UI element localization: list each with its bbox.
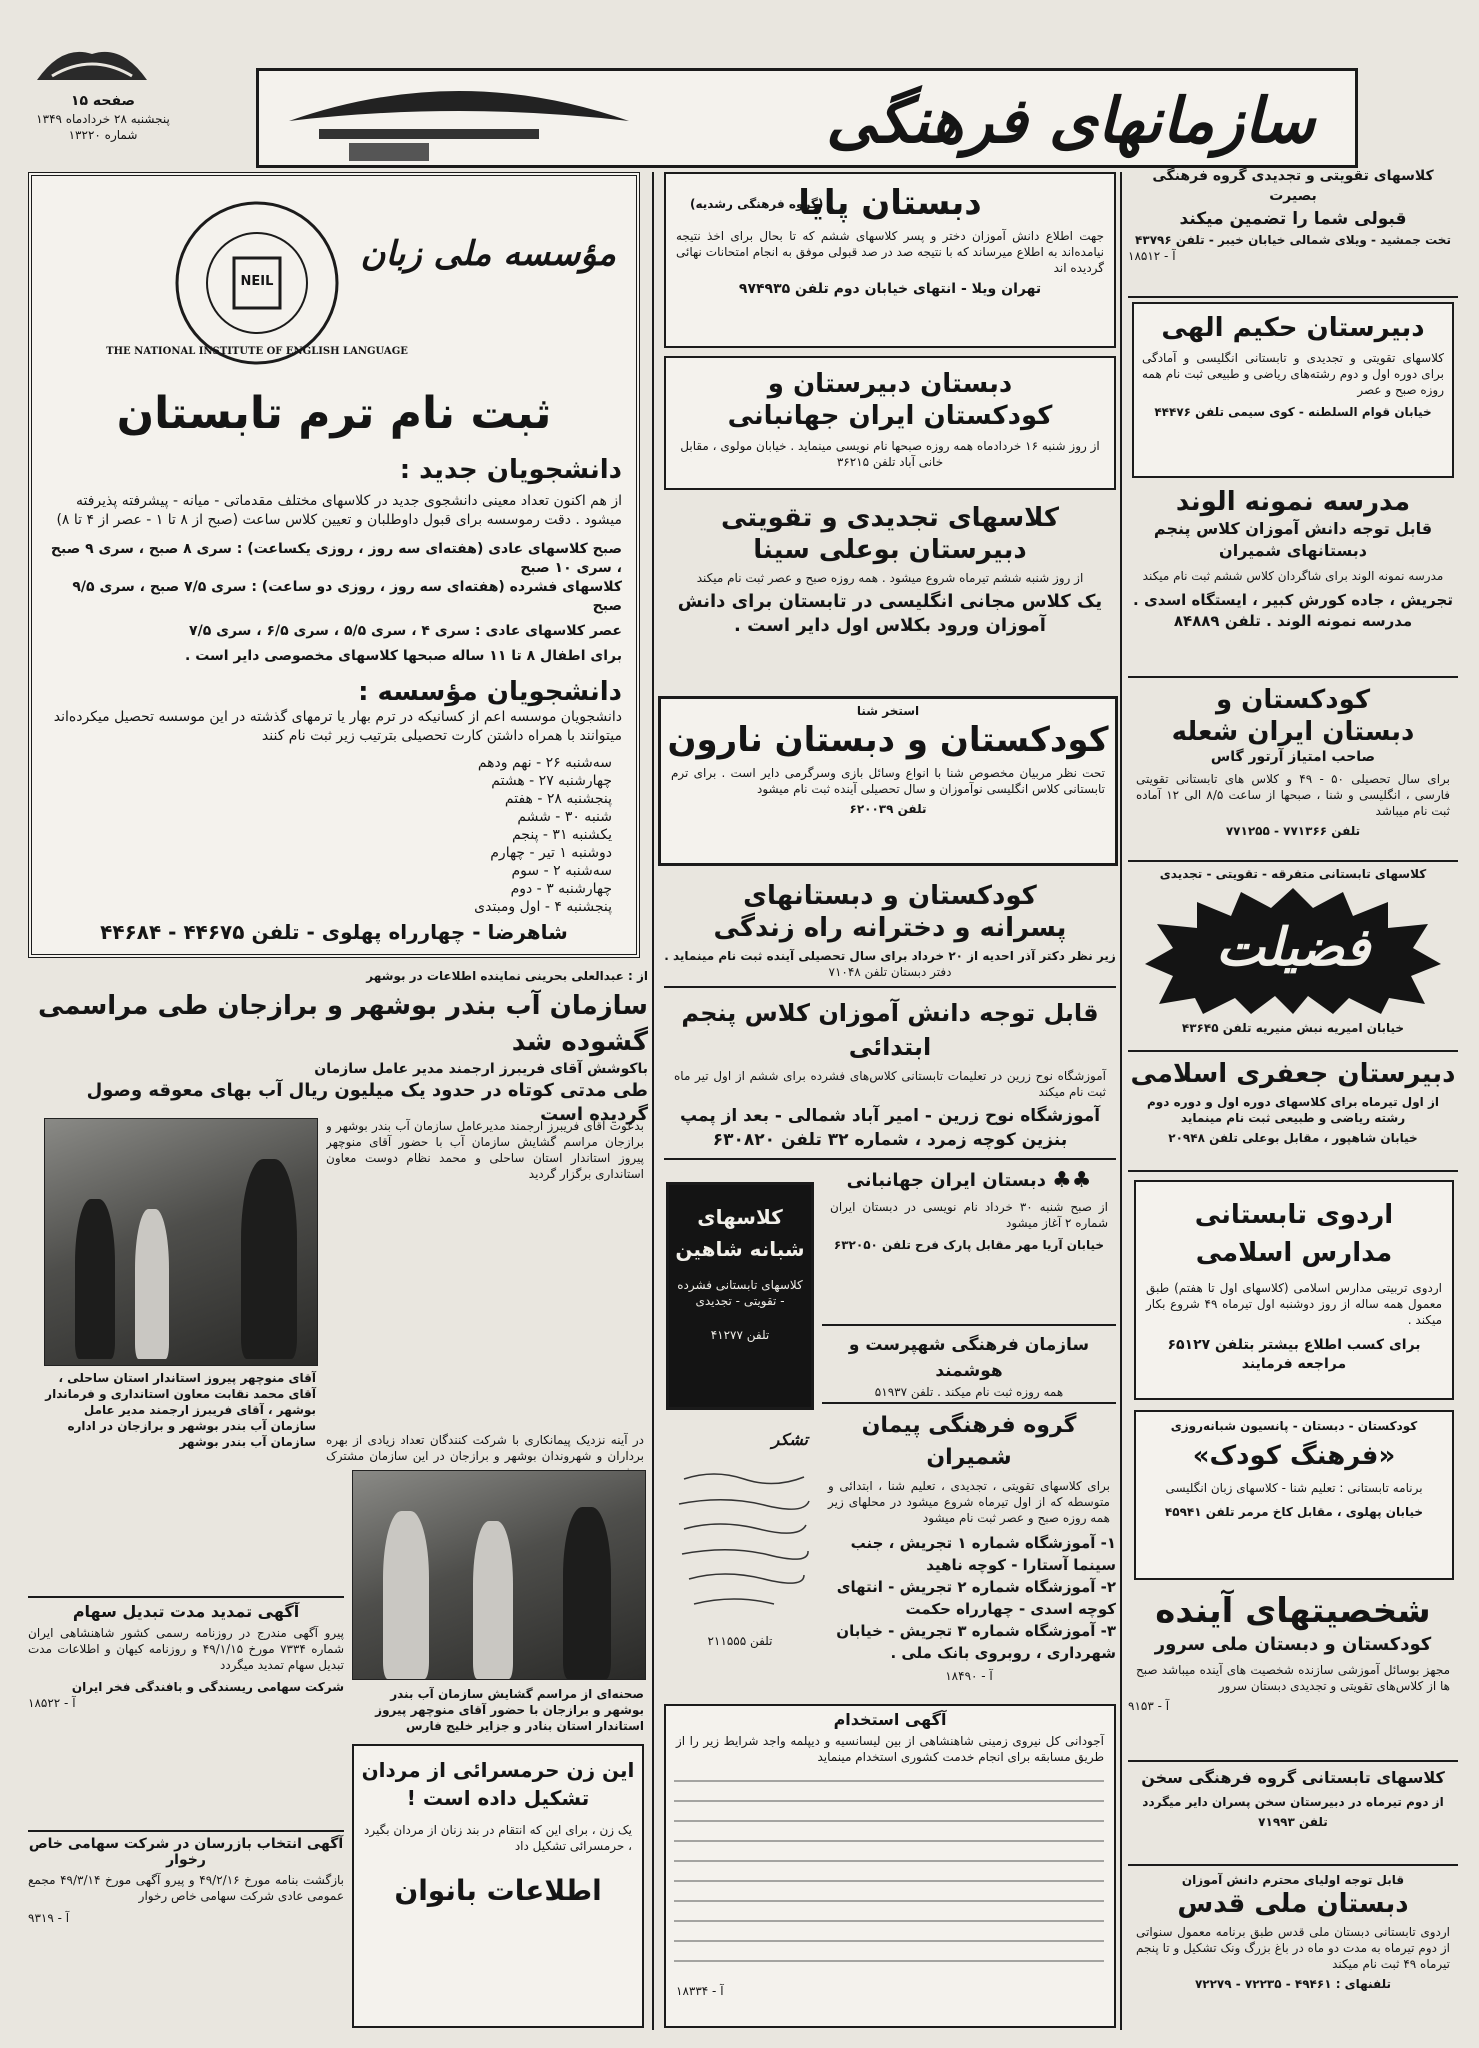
institute-students-text: دانشجویان موسسه اعم از کسانیکه در ترم بهار یا ترمهای گذشته در این موسسه تحصیل میکرده‌اند میتوانند با همراه داشتن کارت تحصیلی بترتیب زیر ثبت نام کنند bbox=[53, 709, 622, 744]
peyman-item: ۱- آموزشگاه شماره ۱ تجریش ، جنب سینما آستارا - کوچه ناهید bbox=[850, 1534, 1116, 1574]
children-classes: برای اطفال ۸ تا ۱۱ ساله صبحها کلاسهای مخصوصی دایر است . bbox=[185, 648, 622, 664]
news-body: بدعوت آقای فریبرز ارجمند مدیرعامل سازمان آب بندر بوشهر و برازجان مراسم گشایش سازمان آب با حضور آقای منوچهر پیروز استاندار استان ساحلی و محمد نظام دوست معاون استانداری برگزار گردید bbox=[326, 1119, 644, 1181]
iran-jahanbani-2-ad: ♣♣ دبستان ایران جهانبانی از صبح شنبه ۳۰ خرداد نام نویسی در دبستان ایران شماره ۲ آغاز میشود خیابان آریا مهر مقابل پارک فرح تلفن ۶۳۲۰۵۰ bbox=[822, 1160, 1116, 1326]
fifth-grade-ad: قابل توجه دانش آموزان کلاس پنجم ابتدائی آموزشگاه نوح زرین در تعلیمات تابستانی کلاس‌های فشرده برای ششم از اول تیر ماه ثبت نام میکند آموزشگاه نوح زرین - امیر آباد شمالی - بعد از پمپ بنزین کوچه زمرد ، شماره ۳۲ تلفن ۶۳۰۸۲۰ bbox=[664, 996, 1116, 1160]
urdu-phone: برای کسب اطلاع بیشتر بتلفن ۶۵۱۲۷ مراجعه فرمایند bbox=[1167, 1337, 1421, 1372]
section-title: سازمانهای فرهنگی bbox=[826, 84, 1315, 157]
kudak-tag: کودکستان - دبستان - پانسیون شبانه‌روزی bbox=[1170, 1419, 1418, 1433]
children-icon: ♣♣ bbox=[1052, 1168, 1092, 1193]
paya-title: دبستان پایا bbox=[798, 183, 982, 223]
evening-classes: عصر کلاسهای عادی : سری ۴ ، سری ۵/۵ ، سری ۶/۵ ، سری ۷/۵ bbox=[189, 623, 622, 639]
person-figure bbox=[75, 1199, 115, 1359]
news-photo-1 bbox=[44, 1118, 318, 1366]
fifth-grade-address: آموزشگاه نوح زرین - امیر آباد شمالی - بعد از پمپ بنزین کوچه زمرد ، شماره ۳۲ تلفن ۶۳۰۸۲۰ bbox=[679, 1106, 1101, 1150]
iran-jahanbani-2-address: خیابان آریا مهر مقابل پارک فرح تلفن ۶۳۲۰۵۰ bbox=[833, 1238, 1105, 1252]
future-code: آ - ۹۱۵۳ bbox=[1128, 1699, 1170, 1713]
shahin-phone: تلفن ۴۱۲۷۷ bbox=[710, 1328, 770, 1342]
schedule-row: چهارشنبه ۳ - دوم bbox=[510, 881, 612, 897]
schedule-row: سه‌شنبه ۲ - سوم bbox=[511, 863, 612, 879]
share-title: آگهی تمدید مدت تبدیل سهام bbox=[72, 1602, 300, 1621]
fazilat-starburst bbox=[1143, 886, 1443, 1016]
institute-title: ثبت نام ترم تابستان bbox=[116, 388, 552, 439]
basirat-title: کلاسهای تقویتی و تجدیدی گروه فرهنگی بصیرت bbox=[1152, 168, 1434, 204]
column-rule bbox=[1120, 172, 1122, 2030]
basirat-subtitle: قبولی شما را تضمین میکند bbox=[1179, 209, 1407, 229]
iran-jahanbani-title: دبستان دبیرستان و کودکستان ایران جهانبانی bbox=[727, 369, 1053, 431]
news-subhead-1: باکوشش آقای فریبرز ارجمند مدیر عامل سازمان bbox=[314, 1061, 648, 1077]
news-headline: سازمان آب بندر بوشهر و برازجان طی مراسمی گشوده شد bbox=[37, 991, 648, 1057]
iran-shoaleh-subtitle: صاحب امتیاز آرتور گاس bbox=[1210, 749, 1376, 765]
employment-title: آگهی استخدام bbox=[833, 1710, 947, 1729]
iran-jahanbani-ad: دبستان دبیرستان و کودکستان ایران جهانبانی از روز شنبه ۱۶ خردادماه همه روزه صبحها نام نویسی مینماید . خیابان مولوی ، مقابل خانی آباد تلفن ۳۶۲۱۵ bbox=[664, 356, 1116, 490]
institute-ad bbox=[28, 172, 640, 958]
shahin-title: کلاسهای شبانه شاهین bbox=[675, 1205, 805, 1261]
handwriting-icon bbox=[674, 1459, 814, 1629]
person-figure bbox=[563, 1507, 611, 1679]
qods-ad: قابل توجه اولیای محترم دانش آموزان دبستان ملی قدس اردوی تابستانی دبستان ملی قدس طبق برنامه معمول سنواتی از دوم تیرماه به مدت دو ماه در باغ بزرگ ونک تشکیل و تا پنجم تیرماه ۴۹ ثبت نام میکند تلفنهای : ۴۹۴۶۱ - ۷۲۲۳۵ - ۷۲۲۷۹ bbox=[1128, 1872, 1458, 2028]
future-subtitle: کودکستان و دبستان ملی سرور bbox=[1154, 1634, 1432, 1655]
kudak-ad: کودکستان - دبستان - پانسیون شبانه‌روزی «فرهنگ کودک» برنامه تابستانی : تعلیم شنا - کلاسهای زبان انگلیسی خیابان پهلوی ، مقابل کاخ مرمر تلفن ۴۵۹۴۱ bbox=[1134, 1410, 1454, 1580]
schedule-row: پنجشنبه ۲۸ - هفتم bbox=[504, 791, 612, 807]
urdu-title: اردوی تابستانی مدارس اسلامی bbox=[1194, 1200, 1394, 1268]
sokhan-title: کلاسهای تابستانی گروه فرهنگی سخن bbox=[1141, 1768, 1445, 1787]
peyman-code: آ - ۱۸۴۹۰ bbox=[945, 1669, 993, 1683]
person-figure bbox=[241, 1159, 297, 1359]
schedule-row: پنجشنبه ۴ - اول ومبتدی bbox=[474, 899, 612, 915]
employment-ad: آگهی استخدام آجودانی کل نیروی زمینی شاهنشاهی از بین لیسانسیه و دیپلمه واجد شرایط زیر را از طریق مسابقه برای انجام خدمت کشوری استخدام مینماید آ - ۱۸۳۳۴ bbox=[664, 1704, 1116, 2028]
sokhan-ad: کلاسهای تابستانی گروه فرهنگی سخن از دوم تیرماه در دبیرستان سخن پسران دایر میگردد تلفن ۷۱۹۹۳ bbox=[1128, 1766, 1458, 1866]
naroon-title: کودکستان و دبستان نارون bbox=[667, 720, 1109, 760]
inspectors-code: آ - ۹۳۱۹ bbox=[28, 1911, 70, 1925]
logo-emblem-icon bbox=[32, 40, 152, 88]
naroon-kicker: استخر شنا bbox=[856, 704, 920, 718]
qods-tag: قابل توجه اولیای محترم دانش آموزان bbox=[1181, 1873, 1405, 1887]
fazilat-title: فضیلت bbox=[1216, 918, 1370, 978]
paya-tag: (گروه فرهنگی رشدیه) bbox=[690, 197, 824, 211]
news-caption-1: آقای منوچهر پیروز استاندار استان ساحلی ، آقای محمد نقابت معاون استانداری و فرماندار بوشهر ، آقای فریبرز ارجمند مدیر عامل سازمان آب بندر بوشهر و برازجان در اداره سازمان آب بندر بوشهر bbox=[45, 1371, 316, 1449]
person-figure bbox=[135, 1209, 169, 1359]
schedule-row: شنبه ۳۰ - ششم bbox=[517, 809, 612, 825]
column-rule bbox=[652, 172, 654, 2030]
institute-seal bbox=[106, 198, 408, 368]
masthead bbox=[20, 20, 1460, 157]
date-block bbox=[28, 92, 178, 143]
fazilat-ad bbox=[1128, 866, 1458, 1052]
page-number: صفحه ۱۵ bbox=[70, 93, 136, 109]
women-title: این زن حرمسرائی از مردان تشکیل داده است ! bbox=[361, 1758, 635, 1810]
news-body-2: در آینه نزدیک پیمانکاری با شرکت کنندگان تعداد زیادی از بهره برداران و شهروندان بوشهر و برازجان در این سازمان مشترک bbox=[326, 1433, 644, 1463]
peyman-title: گروه فرهنگی پیمان شمیران bbox=[861, 1413, 1077, 1470]
urdu-ad: اردوی تابستانی مدارس اسلامی اردوی تربیتی مدارس اسلامی (کلاسهای اول تا هفتم) طبق معمول همه ساله از روز دوشنبه اول تیرماه ۴۹ شروع بکار میکند . برای کسب اطلاع بیشتر بتلفن ۶۵۱۲۷ مراجعه فرمایند bbox=[1134, 1180, 1454, 1400]
schedule-row: یکشنبه ۳۱ - پنجم bbox=[511, 827, 612, 843]
bu-ali-extra: یک کلاس مجانی انگلیسی در تابستان برای دانش آموزان ورود بکلاس اول دایر است . bbox=[677, 591, 1103, 636]
thanks-note bbox=[666, 1420, 814, 1696]
peyman-item: ۳- آموزشگاه شماره ۳ تجریش - خیابان شهرداری ، روبروی بانک ملی . bbox=[836, 1622, 1116, 1662]
seal-letters: NEIL bbox=[240, 274, 274, 289]
new-students-heading: دانشجویان جدید : bbox=[399, 455, 622, 485]
peyman-ad: گروه فرهنگی پیمان شمیران برای کلاسهای تقویتی ، تجدیدی ، تعلیم شنا ، ابتدائی و متوسطه که از اول تیرماه شروع میشود در محلهای زیر همه روزه صبح و عصر ثبت نام میشود ۱- آموزشگاه شماره ۱ تجریش ، جنب سینما آستارا - کوچه ناهید ۲- آموزشگاه شماره ۲ تجریش - انتهای کوچه اسدی - چهارراه حکمت ۳- آموزشگاه شماره ۳ تجریش - خیابان شهرداری ، روبروی بانک ملی . آ - ۱۸۴۹۰ bbox=[822, 1410, 1116, 1696]
peyman-item: ۲- آموزشگاه شماره ۲ تجریش - انتهای کوچه اسدی - چهارراه حکمت bbox=[836, 1578, 1116, 1618]
iran-shoaleh-ad: کودکستان و دبستان ایران شعله صاحب امتیاز آرتور گاس برای سال تحصیلی ۵۰ - ۴۹ و کلاس های تابستانی تقویتی فارسی ، انگلیسی و شنا ، صبحها از ساعت ۸/۵ الی ۱۲ آماده ثبت نام میباشد تلفن ۷۷۱۳۶۶ - ۷۷۱۲۵۵ bbox=[1128, 684, 1458, 862]
basirat-address: تخت جمشید - ویلای شمالی خیابان خیبر - تلفن ۴۳۷۹۶ bbox=[1135, 233, 1451, 247]
news-photo-2 bbox=[352, 1470, 646, 1680]
paya-address: تهران ویلا - انتهای خیابان دوم تلفن ۹۷۴۹۳۵ bbox=[738, 281, 1042, 297]
section-banner bbox=[256, 68, 1358, 168]
kudak-title: «فرهنگ کودک» bbox=[1192, 1441, 1396, 1471]
basirat-ad bbox=[1128, 166, 1458, 298]
bu-ali-title: کلاسهای تجدیدی و تقویتی دبیرستان بوعلی سینا bbox=[720, 503, 1060, 565]
hooshmand-title: سازمان فرهنگی شهپرست و هوشمند bbox=[848, 1335, 1090, 1381]
paya-ad: دبستان پایا (گروه فرهنگی رشدیه) جهت اطلاع دانش آموزان دختر و پسر کلاسهای ششم که تا بحال برای اخذ نتیجه نیامده‌اند به اطلاع میرساند که با نتیجه صد در صد قبولی موفق به انجام امتحانات نهائی گردیده اند تهران ویلا - انتهای خیابان دوم تلفن ۹۷۴۹۳۵ bbox=[664, 172, 1116, 348]
sokhan-phone: تلفن ۷۱۹۹۳ bbox=[1258, 1815, 1328, 1829]
women-feature: این زن حرمسرائی از مردان تشکیل داده است ! یک زن ، برای این که انتقام در بند زنان از مردان بگیرد ، حرمسرائی تشکیل داد اطلاعات بانوان bbox=[352, 1744, 644, 2028]
person-figure bbox=[473, 1521, 513, 1679]
jafari-address: خیابان شاهپور ، مقابل بوعلی تلفن ۲۰۹۴۸ bbox=[1168, 1131, 1418, 1145]
seal-caption: THE NATIONAL INSTITUTE OF ENGLISH LANGUAGE bbox=[106, 346, 408, 357]
iran-jahanbani-2-title: دبستان ایران جهانبانی bbox=[846, 1170, 1046, 1191]
jafari-ad: دبیرستان جعفری اسلامی از اول تیرماه برای کلاسهای دوره اول و دوره دوم رشته ریاضی و طبیعی ثبت نام مینماید خیابان شاهپور ، مقابل بوعلی تلفن ۲۰۹۴۸ bbox=[1128, 1058, 1458, 1172]
shahin-ad: کلاسهای شبانه شاهین کلاسهای تابستانی فشرده - تقویتی - تجدیدی تلفن ۴۱۲۷۷ bbox=[666, 1182, 814, 1410]
bu-ali-ad: کلاسهای تجدیدی و تقویتی دبیرستان بوعلی سینا از روز شنبه ششم تیرماه شروع میشود . همه روزه صبح و عصر ثبت نام میکند یک کلاس مجانی انگلیسی در تابستان برای دانش آموزان ورود بکلاس اول دایر است . bbox=[664, 498, 1116, 684]
registration-schedule bbox=[56, 754, 612, 916]
share-notice: آگهی تمدید مدت تبدیل سهام پیرو آگهی مندرج در روزنامه رسمی کشور شاهنشاهی ایران شماره ۷۳۳۴ مورخ ۴۹/۱/۱۵ و روزنامه کیهان و اطلاعات مدت تبدیل سهام تمدید میگردد شرکت سهامی ریسندگی و بافندگی فخر ایران آ - ۱۸۵۲۲ bbox=[28, 1596, 344, 1820]
jafari-title: دبیرستان جعفری اسلامی bbox=[1130, 1059, 1456, 1089]
news-caption-2: صحنه‌ای از مراسم گشایش سازمان آب بندر بوشهر و برازجان با حضور آقای منوچهر پیروز استاندار استان بنادر و جزایر خلیج فارس bbox=[375, 1687, 644, 1733]
new-students-text: از هم اکنون تعداد معینی دانشجوی جدید در کلاسهای مختلف مقدماتی - میانه - پیشرفته پذیرفته میشود . دقت رموسسه برای قبول داوطلبان و تعیین کلاس ساعت (صبح از ۸ تا ۱ - عصر از ۴ تا ۸) bbox=[56, 493, 622, 528]
inspectors-notice: آگهی انتخاب بازرسان در شرکت سهامی خاص رخوار بازگشت بنامه مورخ ۴۹/۲/۱۶ و پیرو آگهی مورخ ۴۹/۳/۱۴ مجمع عمومی عادی شرکت سهامی خاص رخوار آ - ۹۳۱۹ bbox=[28, 1830, 344, 2026]
future-ad: شخصیتهای آینده کودکستان و دبستان ملی سرور مجهز بوسائل آموزشی سازنده شخصیت های آینده میباشد صبح ها از کلاس‌های تقویتی و تجدیدی دبستان سرور آ - ۹۱۵۳ bbox=[1128, 1590, 1458, 1762]
logo bbox=[32, 40, 152, 88]
alvand-address: تجریش ، جاده کورش کبیر ، ایستگاه اسدی . مدرسه نمونه الوند . تلفن ۸۴۸۸۹ bbox=[1133, 591, 1453, 630]
pavilion-icon bbox=[279, 71, 639, 167]
basirat-code: آ - ۱۸۵۱۲ bbox=[1128, 249, 1176, 263]
rah-zendegi-title: کودکستان و دبستانهای پسرانه و دخترانه راه زندگی bbox=[713, 881, 1067, 943]
fazilat-address: خیابان امیریه نبش منیریه تلفن ۴۳۶۴۵ bbox=[1181, 1021, 1405, 1035]
news-dateline: از : عبدالعلی بحرینی نماینده اطلاعات در بوشهر bbox=[366, 969, 648, 983]
employment-list-lines bbox=[674, 1769, 1104, 1979]
future-title: شخصیتهای آینده bbox=[1155, 1591, 1431, 1631]
share-signer: شرکت سهامی ریسندگی و بافندگی فخر ایران bbox=[71, 1680, 344, 1694]
date-line: پنجشنبه ۲۸ خردادماه ۱۳۴۹ bbox=[36, 112, 170, 126]
iran-shoaleh-title: کودکستان و دبستان ایران شعله bbox=[1171, 685, 1415, 747]
issue-number: شماره ۱۳۲۲۰ bbox=[68, 128, 138, 142]
employment-code: آ - ۱۸۳۳۴ bbox=[676, 1984, 724, 1998]
alvand-title: مدرسه نمونه الوند bbox=[1175, 487, 1411, 517]
rah-zendegi-phone: دفتر دبستان تلفن ۷۱۰۴۸ bbox=[828, 965, 952, 979]
hakim-elahi-title: دبیرستان حکیم الهی bbox=[1161, 313, 1425, 343]
institute-students-heading: دانشجویان مؤسسه : bbox=[358, 677, 622, 707]
rah-zendegi-ad: کودکستان و دبستانهای پسرانه و دخترانه راه زندگی زیر نظر دکتر آذر احدیه از ۲۰ خرداد برای سال تحصیلی آینده ثبت نام مینماید . دفتر دبستان تلفن ۷۱۰۴۸ bbox=[664, 876, 1116, 988]
alvand-ad: مدرسه نمونه الوند قابل توجه دانش آموزان کلاس پنجم دبستانهای شمیران مدرسه نمونه الوند برای شاگردان کلاس ششم ثبت نام میکند تجریش ، جاده کورش کبیر ، ایستگاه اسدی . مدرسه نمونه الوند . تلفن ۸۴۸۸۹ bbox=[1128, 486, 1458, 678]
institute-address: شاهرضا - چهارراه پهلوی - تلفن ۴۴۶۷۵ - ۴۴۶۸۴ bbox=[100, 920, 568, 944]
kudak-address: خیابان پهلوی ، مقابل کاخ مرمر تلفن ۴۵۹۴۱ bbox=[1164, 1505, 1424, 1519]
person-figure bbox=[383, 1511, 429, 1679]
iran-shoaleh-phone: تلفن ۷۷۱۳۶۶ - ۷۷۱۲۵۵ bbox=[1225, 824, 1361, 838]
news-subhead-2: طی مدتی کوتاه در حدود یک میلیون ریال آب بهای معوقه وصول گردیده است bbox=[86, 1080, 648, 1125]
inspectors-title: آگهی انتخاب بازرسان در شرکت سهامی خاص رخوار bbox=[28, 1836, 344, 1868]
naroon-phone: تلفن ۶۲۰۰۳۹ bbox=[849, 802, 927, 816]
intensive-classes: کلاسهای فشرده (هفته‌ای سه روز ، روزی دو ساعت) : سری ۷/۵ صبح ، سری ۹/۵ صبح bbox=[72, 579, 622, 614]
naroon-ad: استخر شنا کودکستان و دبستان نارون تحت نظر مربیان مخصوص شنا با انواع وسائل بازی وسرگرمی دایر است . برای ترم تابستانی کلاس انگلیسی نوآموزان و سال تحصیلی آینده ثبت نام میشود تلفن ۶۲۰۰۳۹ bbox=[658, 696, 1118, 866]
schedule-row: سه‌شنبه ۲۶ - نهم ودهم bbox=[477, 755, 612, 771]
hooshmand-ad: سازمان فرهنگی شهپرست و هوشمند همه روزه ثبت نام میکند . تلفن ۵۱۹۳۷ bbox=[822, 1332, 1116, 1404]
hakim-elahi-address: خیابان قوام السلطنه - کوی سیمی تلفن ۴۴۴۷۶ bbox=[1154, 405, 1432, 419]
women-brand: اطلاعات بانوان bbox=[394, 1874, 602, 1907]
schedule-row: چهارشنبه ۲۷ - هشتم bbox=[491, 773, 612, 789]
qods-phone: تلفنهای : ۴۹۴۶۱ - ۷۲۲۳۵ - ۷۲۲۷۹ bbox=[1194, 1977, 1392, 1991]
thanks-phone: تلفن ۲۱۱۵۵۵ bbox=[707, 1634, 773, 1648]
share-code: آ - ۱۸۵۲۲ bbox=[28, 1696, 76, 1710]
alvand-subtitle: قابل توجه دانش آموزان کلاس پنجم دبستانهای شمیران bbox=[1153, 519, 1433, 560]
fazilat-tag: کلاسهای تابستانی متفرقه - تقویتی - تجدیدی bbox=[1159, 867, 1427, 881]
thanks-title: تشکر bbox=[771, 1430, 808, 1449]
qods-title: دبستان ملی قدس bbox=[1177, 1889, 1409, 1919]
institute-name: مؤسسه ملی زبان bbox=[360, 234, 616, 274]
morning-classes: صبح کلاسهای عادی (هفته‌ای سه روز ، روزی یکساعت) : سری ۸ صبح ، سری ۹ صبح ، سری ۱۰ صبح bbox=[50, 541, 622, 576]
schedule-row: دوشنبه ۱ تیر - چهارم bbox=[490, 845, 612, 861]
hakim-elahi-ad: دبیرستان حکیم الهی کلاسهای تقویتی و تجدیدی و تابستانی انگلیسی و آمادگی برای دوره اول و دوم رشته‌های ریاضی و طبیعی ثبت نام همه روزه صبح و عصر خیابان قوام السلطنه - کوی سیمی تلفن ۴۴۴۷۶ bbox=[1132, 302, 1454, 478]
fifth-grade-title: قابل توجه دانش آموزان کلاس پنجم ابتدائی bbox=[681, 999, 1099, 1061]
